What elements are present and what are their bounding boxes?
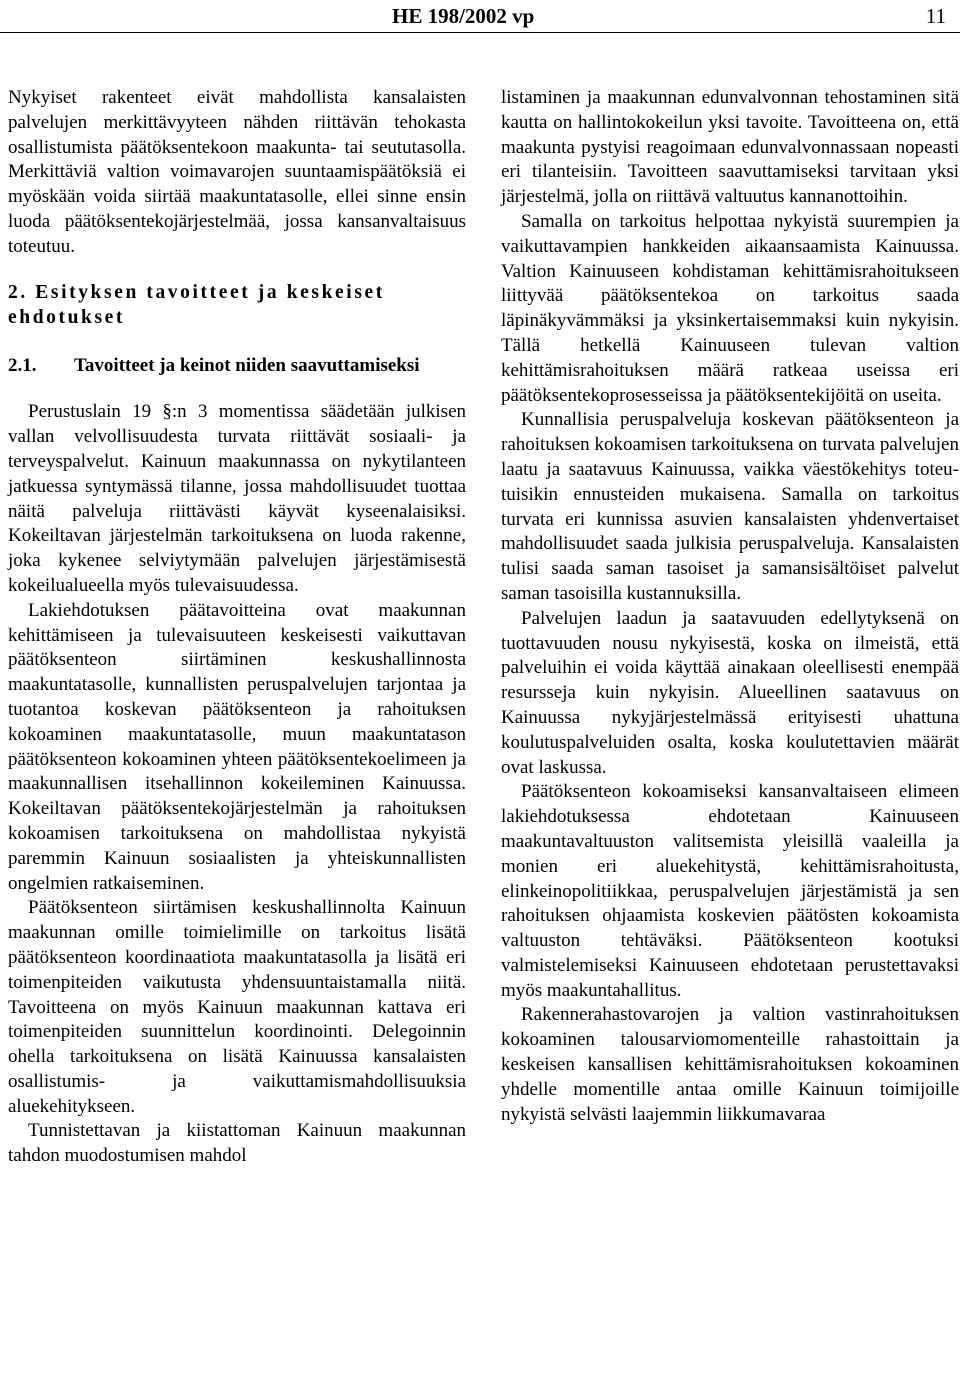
right-column [501, 86, 959, 1127]
paragraph: Kunnallisia peruspalveluja koskevan päätöksenteon ja rahoituksen kokoamisen tarkoituksena on turvata palvelujen laatu ja saatavuus Kainuussa, vaikka väestökehitys toteutuisikin ennusteiden mukaisena. Samalla on tarkoitus turvata eri kunnissa asuvien kansalaisten yhdenvertaiset mahdollisuudet saada julkisia peruspalveluja. Kansalaisten tulisi saada saman tasoiset ja samansisältöiset palvelut saman tasoisilla kustannuksilla. [501, 409, 959, 604]
subsection-number: 2.1. [8, 354, 37, 376]
paragraph: Lakiehdotuksen päätavoitteina ovat maakunnan kehittämiseen ja tulevaisuuteen keskeisesti vaikuttavan päätöksenteon siirtäminen keskushallinnosta maakuntatasolle, kunnallisten peruspalvelujen tarjontaa ja tuotantoa koskevan päätöksenteon ja rahoituksen kokoaminen maakuntatasolle, muun maakuntatason päätöksenteon kokoaminen yhteen päätöksentekoelimeen ja maakunnallisen itsehallinnon kokeileminen Kainuussa. Kokeiltavan päätöksentekojärjestelmän ja rahoituksen kokoamisen tarkoituksena on mahdollistaa nykyistä paremmin Kainuun sosiaalisten ja yhteiskunnallisten ongelmien ratkaiseminen. [8, 599, 466, 894]
header-divider [0, 32, 960, 33]
section-heading: 2. Esityksen tavoitteet ja keskeiset ehdotukset [8, 281, 385, 328]
paragraph: Palvelujen laadun ja saatavuuden edellytyksenä on tuottavuuden nousu nykyisestä, koska on ilmeistä, että palveluihin ei voida käyttää ainakaan oleellisesti enempää resursseja kuin nykyisin. Alueellinen saatavuus on Kainuussa nykyjärjestelmässä erityisesti uhattuna koulutuspalveluiden osalta, koska koulutettavien määrät ovat laskussa. [501, 607, 959, 778]
paragraph: Perustuslain 19 §:n 3 momentissa säädetään julkisen vallan velvollisuudesta turvata riittävät sosiaali- ja terveyspalvelut. Kainuun maakunnassa on nykytilanteen jatkuessa syntymässä tilanne, jossa mahdollisuudet tuottaa näitä palveluja riittävästi käyvät kyseenalaisiksi. Kokeiltavan järjestelmän tarkoituksena on luoda rakenne, joka kykenee selviytymään palvelujen järjestämisestä kokeilualueella myös tulevaisuudessa. [8, 401, 466, 596]
page-header [0, 0, 960, 34]
paragraph: Päätöksenteon kokoamiseksi kansanvaltaiseen elimeen lakiehdotuksessa ehdotetaan Kainuuseen maakuntavaltuuston valitsemista yleisillä vaaleilla ja monien eri aluekehitystä, kehittämisrahoitusta, elinkeinopolitiikkaa, peruspalvelujen järjestämistä ja sen rahoituksen ohjaamista koskevien päätösten kokoamista valtuuston tehtäväksi. Päätöksenteon kootuksi valmistelemiseksi Kainuuseen ehdotetaan perustettavaksi myös maakuntahallitus. [501, 781, 959, 1001]
paragraph: Tunnistettavan ja kiistattoman Kainuun maakunnan tahdon muodostumisen mahdol [8, 1120, 466, 1167]
paragraph: listaminen ja maakunnan edunvalvonnan tehostaminen sitä kautta on hallintokokeilun yksi tavoite. Tavoitteena on, että maakunta pystyisi reagoimaan edunvalvonnassaan nopeasti eri tilanteisiin. Tavoitteen saavuttamiseksi tarvitaan yksi järjestelmä, jolla on riittävä valtuutus kannanottoihin. [501, 87, 959, 208]
page-number: 11 [925, 4, 946, 28]
paragraph: Nykyiset rakenteet eivät mahdollista kansalaisten palvelujen merkittävyyteen nähden riittävän tehokasta osallistumista päätöksentekoon maakunta- tai seututasolla. Merkittäviä valtion voimavarojen suuntaamispäätöksiä ei myöskään voida siirtää maakuntatasolle, ellei sinne ensin luoda päätöksentekojärjestelmää, jossa kansanvaltaisuus toteutuu. [8, 87, 466, 257]
paragraph: Päätöksenteon siirtämisen keskushallinnolta Kainuun maakunnan omille toimielimille on tarkoitus lisätä päätöksenteon koordinaatiota maakuntatasolla ja lisätä eri toimenpiteiden vaikutusta yhdensuuntaistamalla niitä. Tavoitteena on myös Kainuun maakunnan kattava eri toimenpiteiden suunnittelun koordinointi. Delegoinnin ohella tarkoituksena on lisätä Kainuussa kansalaisten osallistumis- ja vaikuttamismahdollisuuksia aluekehitykseen. [8, 897, 466, 1117]
paragraph: Samalla on tarkoitus helpottaa nykyistä suurempien ja vaikuttavampien hankkeiden aikaansaamista Kainuussa. Valtion Kainuuseen kohdistaman kehittämisrahoitukseen liittyvää päätöksentekoa on tarkoitus saada läpinäkyvämmäksi ja yksinkertaisemmaksi kuin nykyisin. Tällä hetkellä Kainuuseen tulevan valtion kehittämisrahoituksen määrä ratkeaa useissa eri päätöksentekoprosesseissa ja päätöksentekijöitä on useita. [501, 210, 959, 406]
document-id: HE 198/2002 vp [392, 4, 535, 28]
left-column [8, 86, 466, 1169]
paragraph: Rakennerahastovarojen ja valtion vastinrahoituksen kokoaminen talousarviomomenteille rahastoittain ja keskeisen kansallisen kehittämisrahoituksen kokoaminen yhdelle momentille antaa omille Kainuun toimijoille nykyistä selvästi laajemmin liikkumavaraa [501, 1004, 959, 1125]
subsection-heading [8, 354, 466, 379]
subsection-title: Tavoitteet ja keinot niiden saavuttamiseksi [74, 354, 420, 376]
